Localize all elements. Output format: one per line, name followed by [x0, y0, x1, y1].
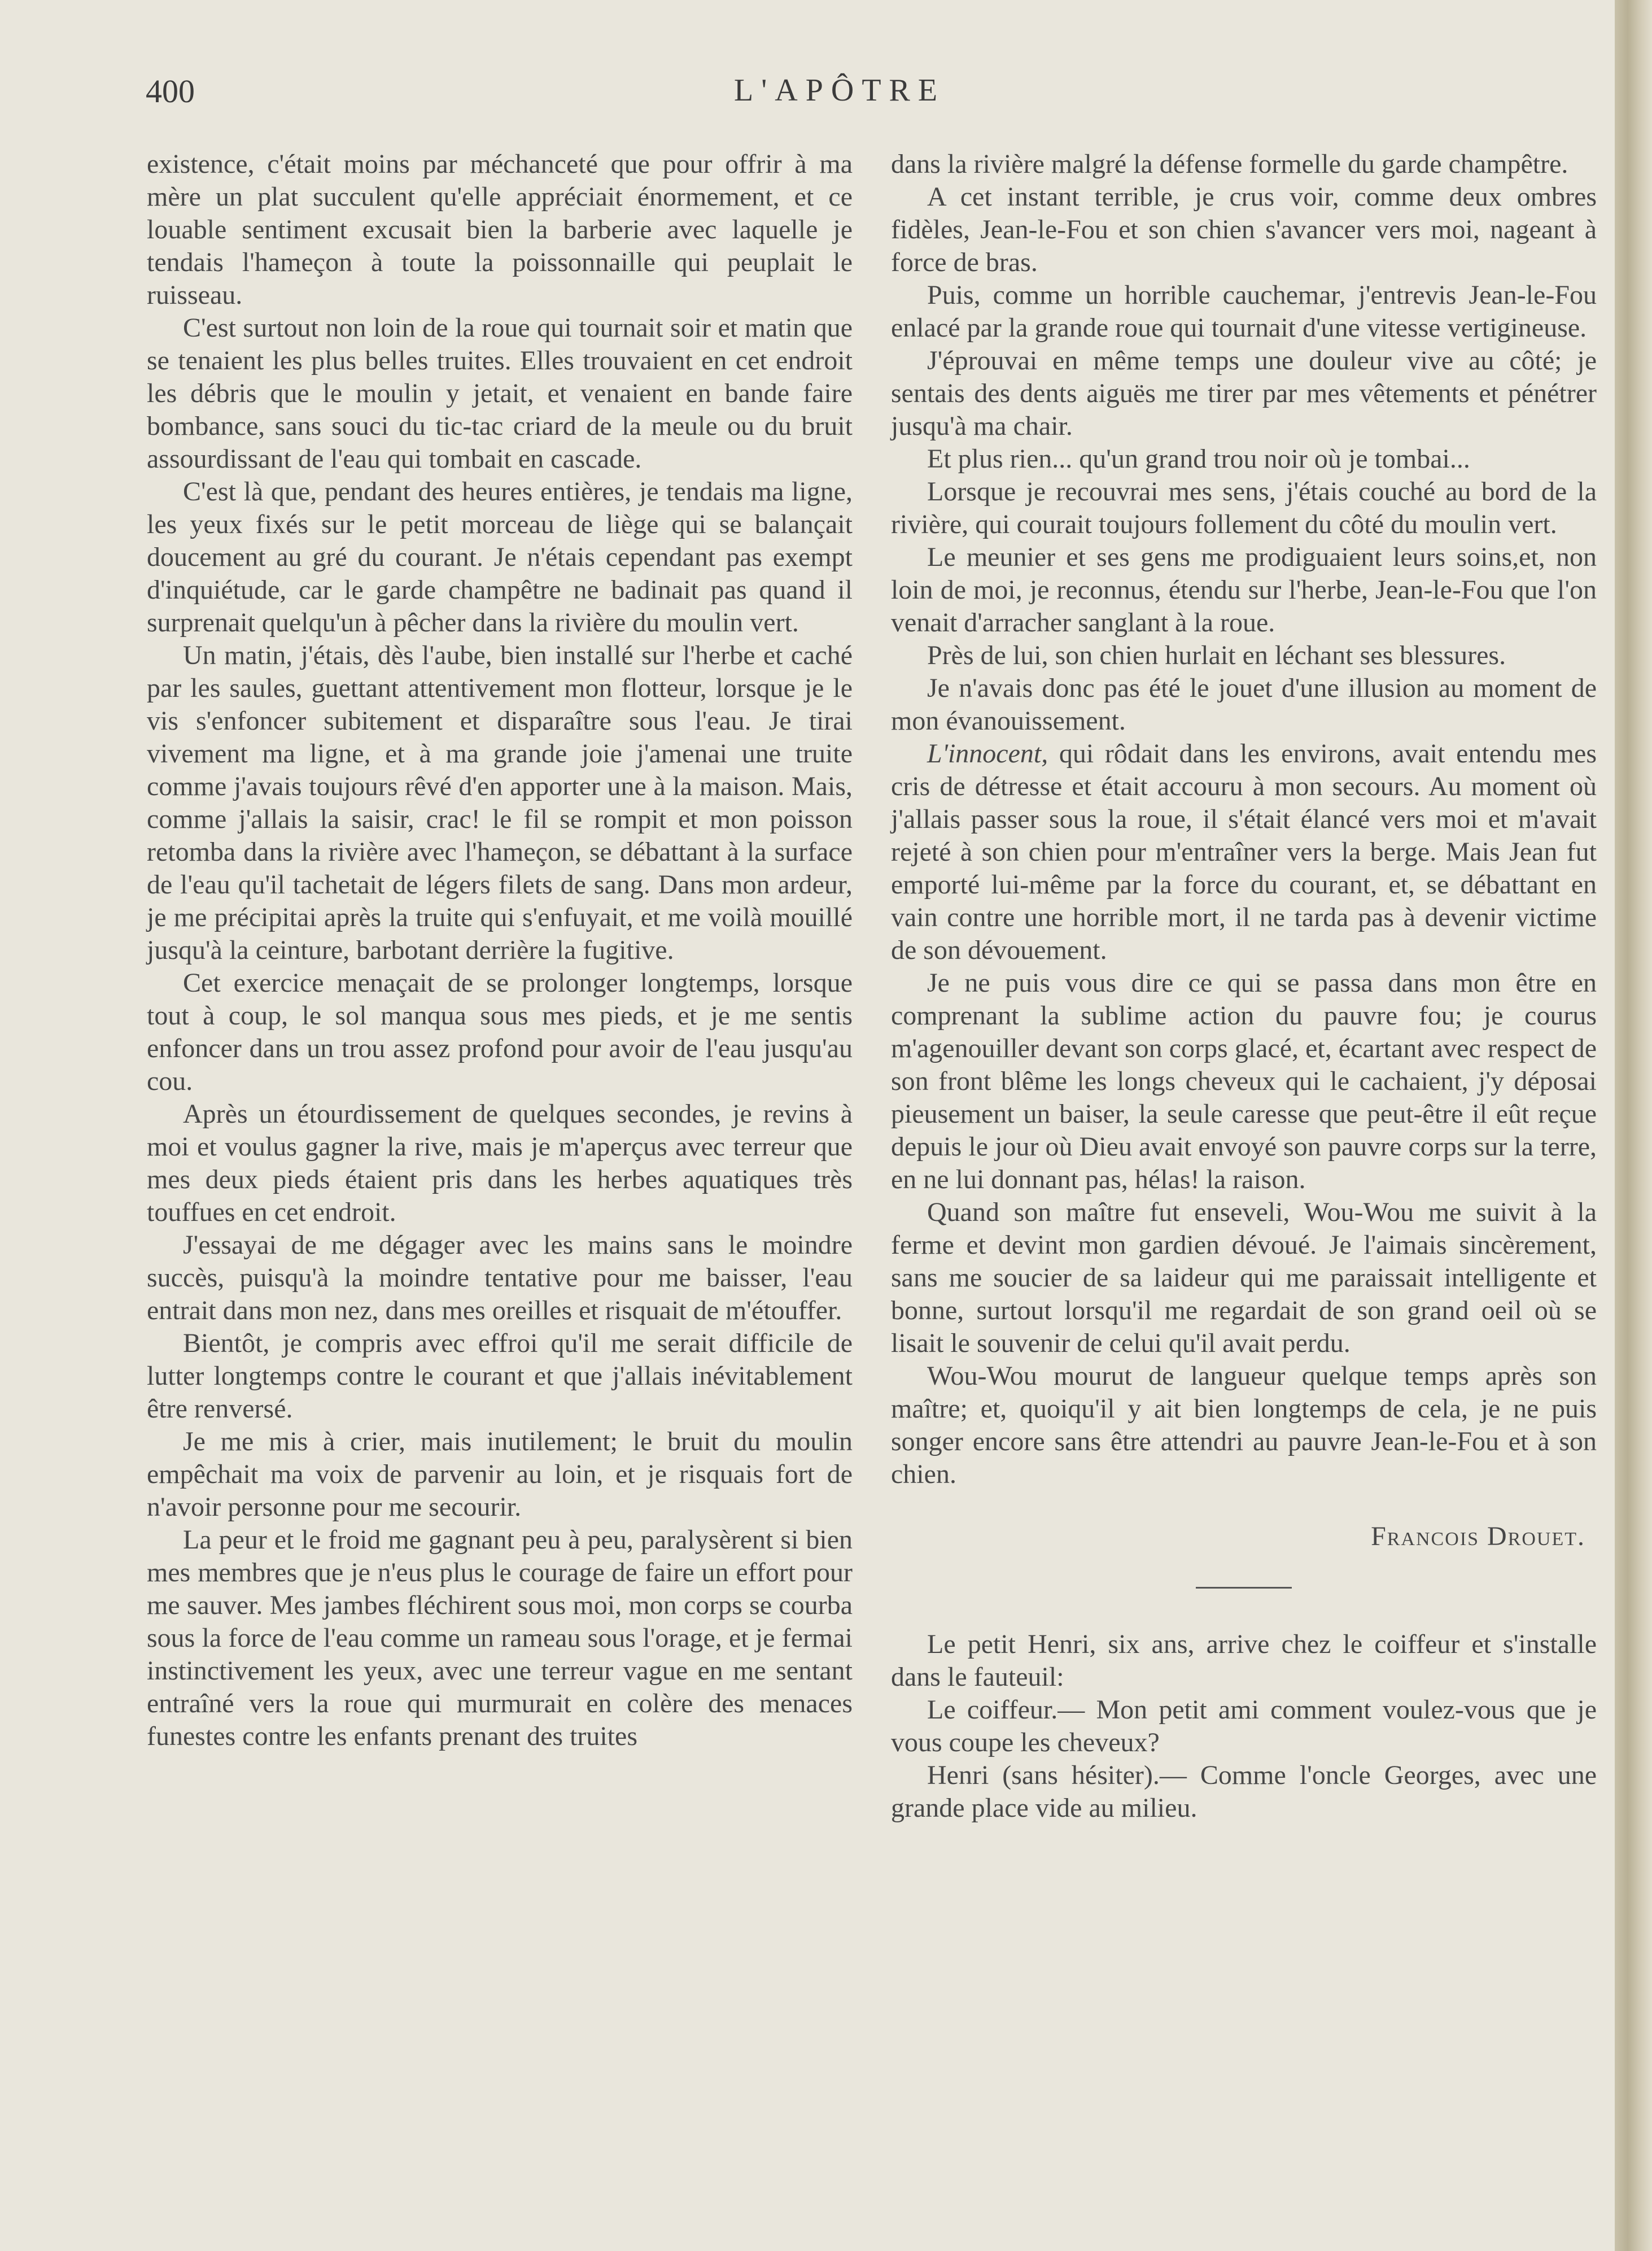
paragraph: Près de lui, son chien hurlait en léchant ses blessures.	[927, 640, 1506, 670]
page-number: 400	[146, 73, 195, 110]
paragraph: Cet exercice menaçait de se prolonger longtemps, lorsque tout à coup, le sol manqua sous mes pieds, et je me sentis enfoncer dans un trou assez profond pour avoir de l'eau jusqu'au cou.	[147, 968, 853, 1096]
paragraph: Je me mis à crier, mais inutilement; le bruit du moulin empêchait ma voix de parvenir au loin, et je risquais fort de n'avoir personne pour me secourir.	[147, 1426, 853, 1522]
paragraph: J'essayai de me dégager avec les mains sans le moindre succès, puisqu'à la moindre tentative pour me baisser, l'eau entrait dans mon nez, dans mes oreilles et risquait de m'étouffer.	[147, 1230, 853, 1325]
anecdote-paragraph: Le coiffeur.— Mon petit ami comment voulez-vous que je vous coupe les cheveux?	[891, 1695, 1597, 1757]
anecdote-paragraph: Le petit Henri, six ans, arrive chez le coiffeur et s'installe dans le fauteuil:	[891, 1629, 1597, 1692]
paragraph: C'est surtout non loin de la roue qui tournait soir et matin que se tenaient les plus belles truites. Elles trouvaient en cet endroit les débris que le moulin y jetait, et venaient en bande faire bombance, sans souci du tic-tac criard de la meule ou du bruit assourdissant de l'eau qui tombait en cascade.	[147, 313, 853, 474]
anecdote-paragraph: Henri (sans hésiter).— Comme l'oncle Georges, avec une grande place vide au milieu.	[891, 1760, 1597, 1823]
paragraph: C'est là que, pendant des heures entières, je tendais ma ligne, les yeux fixés sur le petit morceau de liège qui se balançait doucement au gré du courant. Je n'étais cependant pas exempt d'inquiétude, car le garde champêtre ne badinait pas quand il surprenait quelqu'un à pêcher dans la rivière du moulin vert.	[147, 477, 853, 638]
paragraph	[891, 738, 1597, 967]
paragraph: A cet instant terrible, je crus voir, comme deux ombres fidèles, Jean-le-Fou et son chien s'avancer vers moi, nageant à force de bras.	[891, 182, 1597, 277]
paragraph: Puis, comme un horrible cauchemar, j'entrevis Jean-le-Fou enlacé par la grande roue qui tournait d'une vitesse vertigineuse.	[891, 280, 1597, 343]
paragraph: La peur et le froid me gagnant peu à peu, paralysèrent si bien mes membres que je n'eus plus le courage de faire un effort pour me sauver. Mes jambes fléchirent sous moi, mon corps se courba sous la force de l'eau comme un rameau sous l'orage, et je fermai instinctivement les yeux, avec une terreur vague en me sentant entraîné vers la roue qui murmurait en colère des menaces funestes contre les enfants prenant des truites	[147, 1525, 853, 1751]
paragraph: Je ne puis vous dire ce qui se passa dans mon être en comprenant la sublime action du pauvre fou; je courus m'agenouiller devant son corps glacé, et, écartant avec respect de son front blême les longs cheveux qui le cachaient, j'y déposai pieusement un baiser, la seule caresse que peut-être il eût reçue depuis le jour où Dieu avait envoyé son pauvre corps sur la terre, en ne lui donnant pas, hélas! la raison.	[891, 968, 1597, 1194]
left-column	[147, 148, 853, 1753]
paragraph: J'éprouvai en même temps une douleur vive au côté; je sentais des dents aiguës me tirer par mes vêtements et pénétrer jusqu'à ma chair.	[891, 346, 1597, 441]
paragraph: Je n'avais donc pas été le jouet d'une illusion au moment de mon évanouissement.	[891, 673, 1597, 736]
paragraph: Bientôt, je compris avec effroi qu'il me serait difficile de lutter longtemps contre le courant et que j'allais inévitablement être renversé.	[147, 1328, 853, 1424]
paragraph-text: qui rôdait dans les environs, avait entendu mes cris de détresse et était accouru à mon secours. Au moment où j'allais passer sous la roue, il s'était élancé vers moi et m'avait rejeté à son chien pour m'entraîner vers la berge. Mais Jean fut emporté lui-même par la force du courant, et, se débattant en vain contre une horrible mort, il ne tarda pas à devenir victime de son dévouement.	[891, 739, 1597, 965]
paragraph: Lorsque je recouvrai mes sens, j'étais couché au bord de la rivière, qui courait toujours follement du côté du moulin vert.	[891, 477, 1597, 539]
paragraph: Quand son maître fut enseveli, Wou-Wou me suivit à la ferme et devint mon gardien dévoué. Je l'aimais sincèrement, sans me soucier de sa laideur qui me paraissait intelligente et bonne, surtout lorsqu'il me regardait de son grand oeil où se lisait le souvenir de celui qu'il avait perdu.	[891, 1197, 1597, 1358]
emphasis: L'innocent,	[927, 739, 1048, 769]
paragraph: Le meunier et ses gens me prodiguaient leurs soins,et, non loin de moi, je reconnus, étendu sur l'herbe, Jean-le-Fou que l'on venait d'arracher sanglant à la roue.	[891, 542, 1597, 638]
right-column	[891, 148, 1597, 1825]
paragraph: Wou-Wou mourut de langueur quelque temps après son maître; et, quoiqu'il y ait bien longtemps de cela, je ne puis songer encore sans être attendri au pauvre Jean-le-Fou et à son chien.	[891, 1361, 1597, 1489]
paragraph: Un matin, j'étais, dès l'aube, bien installé sur l'herbe et caché par les saules, guettant attentivement mon flotteur, lorsque je le vis s'enfoncer subitement et disparaître sous l'eau. Je tirai vivement ma ligne, et à ma grande joie j'amenai une truite comme j'avais toujours rêvé d'en apporter une à la maison. Mais, comme j'allais la saisir, crac! le fil se rompit et mon poisson retomba dans la rivière avec l'hameçon, se débattant à la surface de l'eau qu'il tachetait de légers filets de sang. Dans mon ardeur, je me précipitai après la truite qui s'enfuyait, et me voilà mouillé jusqu'à la ceinture, barbotant derrière la fugitive.	[147, 640, 853, 965]
page-edge	[1615, 0, 1652, 2251]
section-divider	[1196, 1587, 1292, 1589]
author-signature: Francois Drouet.	[1371, 1521, 1585, 1551]
paragraph: existence, c'était moins par méchanceté que pour offrir à ma mère un plat succulent qu'elle appréciait énormement, et ce louable sentiment excusait bien la barberie avec laquelle je tendais l'hameçon à toute la poissonnaille qui peuplait le ruisseau.	[147, 149, 853, 310]
running-title: L'APÔTRE	[734, 73, 946, 108]
paragraph: Et plus rien... qu'un grand trou noir où je tombai...	[927, 444, 1470, 474]
paragraph: dans la rivière malgré la défense formelle du garde champêtre.	[891, 149, 1568, 179]
paragraph: Après un étourdissement de quelques secondes, je revins à moi et voulus gagner la rive, mais je m'aperçus avec terreur que mes deux pieds étaient pris dans les herbes aquatiques très touffues en cet endroit.	[147, 1099, 853, 1227]
